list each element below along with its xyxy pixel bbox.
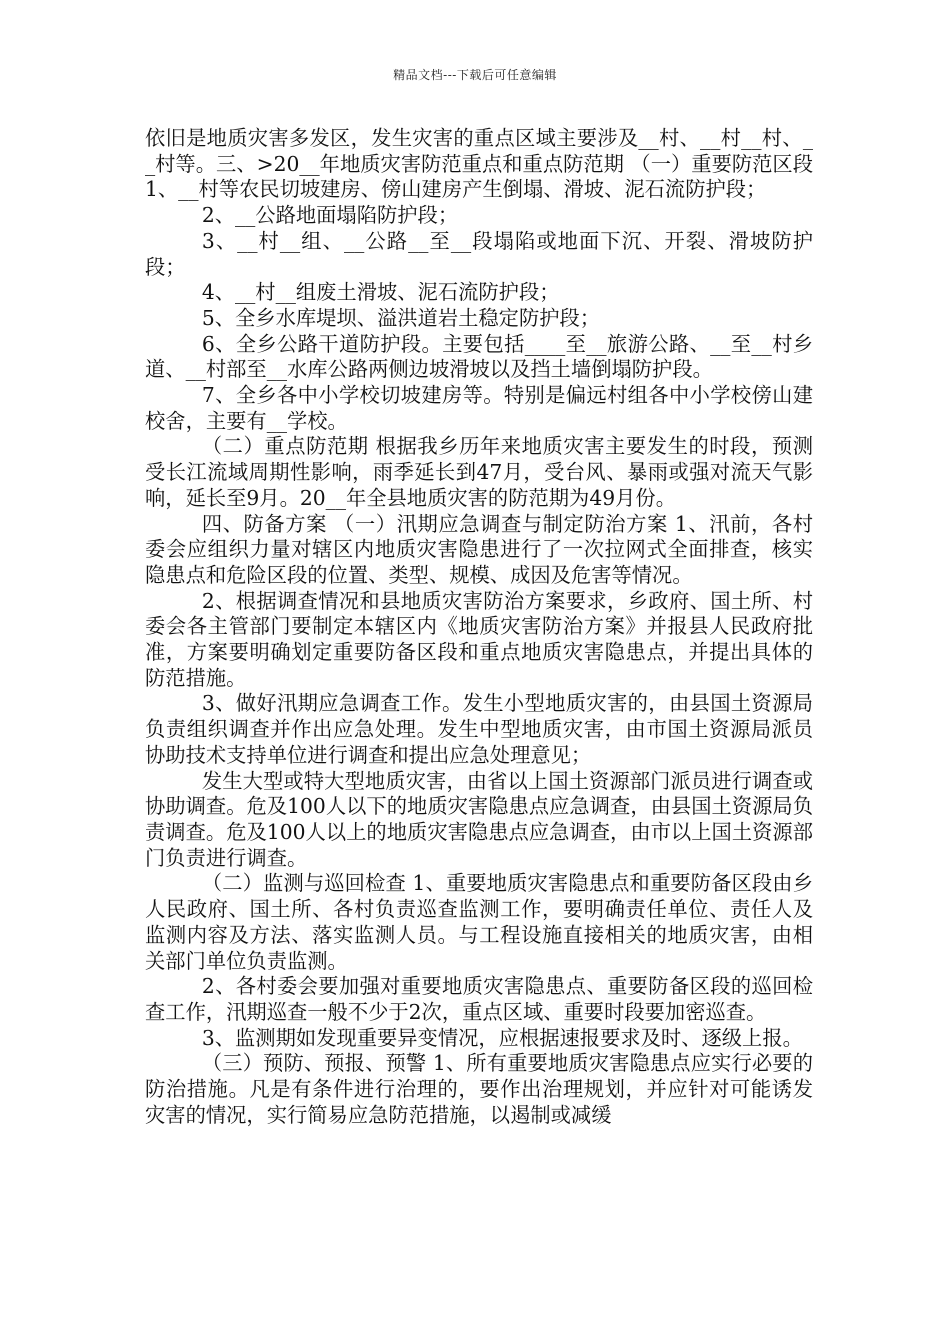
paragraph-1: 依旧是地质灾害多发区，发生灾害的重点区域主要涉及__村、__村__村、__村等。三、>20__年地质灾害防范重点和重点防范期 （一）重要防范区段 1、__村等农民切坡建房、傍山建房产生倒塌、滑坡、泥石流防护段； — [145, 126, 813, 202]
paragraph-4: 4、__村__组废土滑坡、泥石流防护段； — [201, 280, 560, 305]
paragraph-6: 6、全乡公路干道防护段。主要包括____至__旅游公路、__至__村乡道、__村部至__水库公路两侧边坡滑坡以及挡土墙倒塌防护段。 — [145, 331, 813, 382]
document-body — [145, 126, 813, 1128]
paragraph-13: （二）监测与巡回检查 1、重要地质灾害隐患点和重要防备区段由乡人民政府、国土所、各村负责巡查监测工作，要明确责任单位、责任人及监测内容及方法、落实监测人员。与工程设施直接相关的地质灾害，由相关部门单位负责监测。 — [145, 871, 813, 973]
paragraph-15: 3、监测期如发现重要异变情况，应根据速报要求及时、逐级上报。 — [201, 1025, 803, 1050]
paragraph-10: 2、根据调查情况和县地质灾害防治方案要求，乡政府、国土所、村委会各主管部门要制定本辖区内《地质灾害防治方案》并报县人民政府批准，方案要明确划定重要防备区段和重点地质灾害隐患点，并提出具体的防范措施。 — [145, 588, 813, 690]
paragraph-3: 3、__村__组、__公路__至__段塌陷或地面下沉、开裂、滑坡防护段； — [145, 228, 813, 279]
paragraph-7: 7、全乡各中小学校切坡建房等。特别是偏远村组各中小学校傍山建校舍，主要有__学校。 — [145, 383, 813, 433]
paragraph-12: 发生大型或特大型地质灾害，由省以上国土资源部门派员进行调查或协助调查。危及100人以下的地质灾害隐患点应急调查，由县国土资源局负责调查。危及100人以上的地质灾害隐患点应急调查，由市以上国土资源部门负责进行调查。 — [145, 768, 813, 870]
paragraph-14: 2、各村委会要加强对重要地质灾害隐患点、重要防备区段的巡回检查工作，汛期巡查一般不少于2次，重点区域、重要时段要加密巡查。 — [145, 974, 813, 1024]
paragraph-5: 5、全乡水库堤坝、溢洪道岩土稳定防护段； — [201, 305, 601, 330]
page-header: 精品文档---下载后可任意编辑 — [393, 68, 557, 82]
paragraph-2: 2、__公路地面塌陷防护段； — [201, 203, 459, 228]
paragraph-8: （二）重点防范期 根据我乡历年来地质灾害主要发生的时段，预测受长江流域周期性影响，雨季延长到47月，受台风、暴雨或强对流天气影响，延长至9月。20__年全县地质灾害的防范期为49月份。 — [145, 434, 813, 510]
paragraph-11: 3、做好汛期应急调查工作。发生小型地质灾害的，由县国土资源局负责组织调查并作出应急处理。发生中型地质灾害，由市国土资源局派员协助技术支持单位进行调查和提出应急处理意见； — [145, 691, 813, 767]
paragraph-9: 四、防备方案 （一）汛期应急调查与制定防治方案 1、汛前，各村委会应组织力量对辖区内地质灾害隐患进行了一次拉网式全面排查，核实隐患点和危险区段的位置、类型、规模、成因及危害等情况。 — [145, 511, 813, 587]
paragraph-16: （三）预防、预报、预警 1、所有重要地质灾害隐患点应实行必要的防治措施。凡是有条件进行治理的，要作出治理规划，并应针对可能诱发灾害的情况，实行简易应急防范措施，以遏制或减缓 — [145, 1051, 813, 1127]
